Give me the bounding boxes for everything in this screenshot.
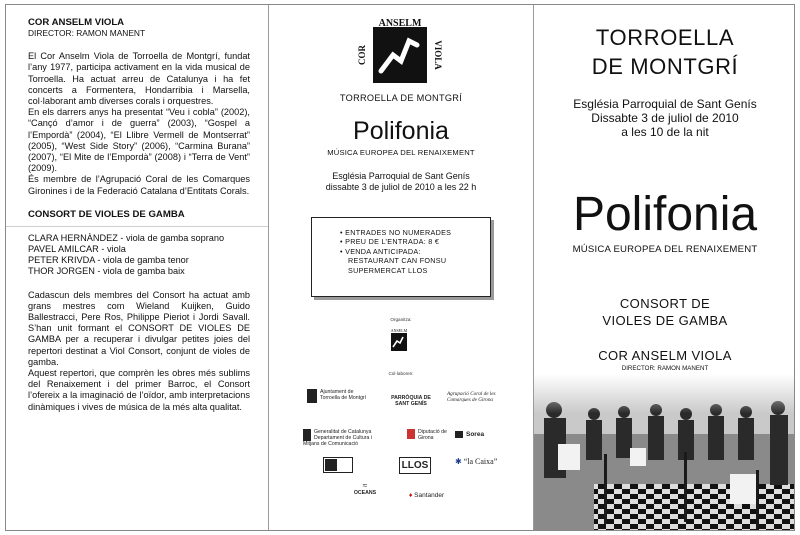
cover-consort: CONSORT DE VIOLES DE GAMBA xyxy=(602,296,728,328)
cover-subtitle: MÚSICA EUROPEA DEL RENAIXEMENT xyxy=(572,244,758,255)
concert-title: Polifonia xyxy=(353,117,449,145)
venue-name: Església Parroquial de Sant Genís xyxy=(332,171,470,181)
ticket-info-line: • VENDA ANTICIPADA: xyxy=(340,246,421,256)
cor-anselm-viola-logo xyxy=(345,15,457,97)
sponsor-parroquia: PARRÒQUIA DE SANT GENÍS xyxy=(391,395,431,407)
choir-membership-paragraph: És membre de l’Agrupació Coral de les Comarques Gironines i de la Federació Catalana d’Entitats Corals. xyxy=(28,174,250,196)
svg-text:ANSELM: ANSELM xyxy=(378,18,422,29)
choir-repertoire-paragraph: En els darrers anys ha presentat “Veu i cobla” (2002), “Cançó d’amor i de guerra” (2003), “Gospel a l’Empordà” (2004), “El Llibre Vermell de Montserrat” (2005), “West Side Story” (2006), “Carmina Burana” (2007), “El Mite de l’Empordà” (2008) i “Terra de Vent” (2009). xyxy=(28,107,250,174)
venue-date: dissabte 3 de juliol de 2010 a les 22 h xyxy=(325,182,477,192)
ticket-info-line: • ENTRADES NO NUMERADES xyxy=(340,228,452,237)
consort-repertoire-paragraph: Aquest repertori, que comprèn les obres més sublims del Renaixement i del primer Barroc, el Consort l’ofereix a la imaginació de l’oïdor, amb interpretacions dinàmiques i vives de música de la més alta qualitat. xyxy=(28,368,250,412)
cor-anselm-viola-small-logo xyxy=(383,327,415,357)
cover-choir: COR ANSELM VIOLA xyxy=(598,348,732,363)
ticket-info-line: • PREU DE L’ENTRADA: 8 € xyxy=(340,237,440,247)
svg-text:VIOLA: VIOLA xyxy=(433,40,443,70)
coat-of-arms-icon xyxy=(307,389,317,403)
cover-title: Polifonia xyxy=(572,188,758,241)
flame-icon: ♦ xyxy=(409,492,413,499)
consort-bio-paragraph: Cadascun dels membres del Consort ha actuat amb grans mestres com Wieland Kuijken, Guido Ballestracci, Pere Ros, Philippe Pieriot i Jordi Savall. S’han unit formant el CONSORT DE VIOLES DE GAMBA per a recuperar i divulgar petites joies del repertori destinat a Viol Consort, conjunt de violes de gamba. xyxy=(28,289,250,367)
organizer-label: Organitza: xyxy=(390,317,412,322)
ticket-info-box xyxy=(311,217,491,297)
consort-member: PAVEL AMILCAR - viola xyxy=(28,244,126,255)
left-panel xyxy=(6,5,268,531)
right-panel-cover xyxy=(534,5,795,531)
consort-member-list xyxy=(28,233,250,278)
svg-text:ANSELM: ANSELM xyxy=(390,328,408,333)
consort-member: CLARA HERNÀNDEZ - viola de gamba soprano xyxy=(28,232,225,243)
sponsor-oceans: ≈ OCEANS xyxy=(353,481,377,496)
consort-heading: CONSORT DE VIOLES DE GAMBA xyxy=(28,208,185,220)
cover-venue: Església Parroquial de Sant Genís Dissabte 3 de juliol de 2010 a les 10 de la nit xyxy=(573,97,757,139)
sponsor-ajuntament: Ajuntament de Torroella de Montgrí xyxy=(307,389,373,403)
sponsor-diputacio: Diputació de Girona xyxy=(407,429,455,441)
consort-member: PETER KRIVDA - viola de gamba tenor xyxy=(28,255,189,266)
venue-info xyxy=(269,171,533,193)
caixa-star-icon: ✱ xyxy=(455,457,462,466)
collaborators-label: Col·laboren: xyxy=(388,371,414,376)
middle-panel xyxy=(269,5,533,531)
restaurant-icon xyxy=(325,459,337,471)
sponsor-generalitat: Generalitat de Catalunya Departament de Cultura i Mitjans de Comunicació xyxy=(303,429,372,447)
choir-bio-paragraph: El Cor Anselm Viola de Torroella de Montgrí, fundat l’any 1977, participa activament en la vida musical de Torroella. Ha actuat arreu de Catalunya i ha fet concerts a Formentera, Hondarribia i Marsella, col·laborant amb diverses corals i orquestres. xyxy=(28,51,250,107)
ticket-info-line: RESTAURANT CAN FONSU xyxy=(348,256,447,266)
sponsor-santander: ♦ Santander xyxy=(409,492,445,499)
logo-town: TORROELLA DE MONTGRÍ xyxy=(339,93,463,103)
choir-director: DIRECTOR: RAMON MANENT xyxy=(28,28,146,38)
consort-member: THOR JORGEN - viola de gamba baix xyxy=(28,266,185,277)
sponsor-restaurant-logo xyxy=(323,457,353,473)
sorea-icon xyxy=(455,431,463,438)
brochure-sheet xyxy=(5,4,795,531)
sponsor-llos: LLOS xyxy=(399,457,431,474)
choir-photo xyxy=(534,374,795,531)
cover-director: DIRECTOR: RAMON MANENT xyxy=(621,365,709,372)
wave-icon: ≈ xyxy=(362,481,368,490)
diputacio-icon xyxy=(407,429,415,439)
concert-subtitle: MÚSICA EUROPEA DEL RENAIXEMENT xyxy=(327,148,475,157)
divider xyxy=(6,226,268,227)
ticket-info-line: SUPERMERCAT LLOS xyxy=(348,265,428,275)
cover-town: TORROELLA DE MONTGRÍ xyxy=(591,25,739,79)
svg-text:COR: COR xyxy=(357,45,367,65)
sponsor-sorea: Sorea xyxy=(455,431,495,438)
generalitat-icon xyxy=(303,429,311,441)
sponsor-caixa: ✱ “la Caixa” xyxy=(455,457,498,466)
sponsor-agrupacio: Agrupació Coral de les Comarques de Girona xyxy=(447,391,496,403)
choir-heading: COR ANSELM VIOLA xyxy=(28,17,125,28)
